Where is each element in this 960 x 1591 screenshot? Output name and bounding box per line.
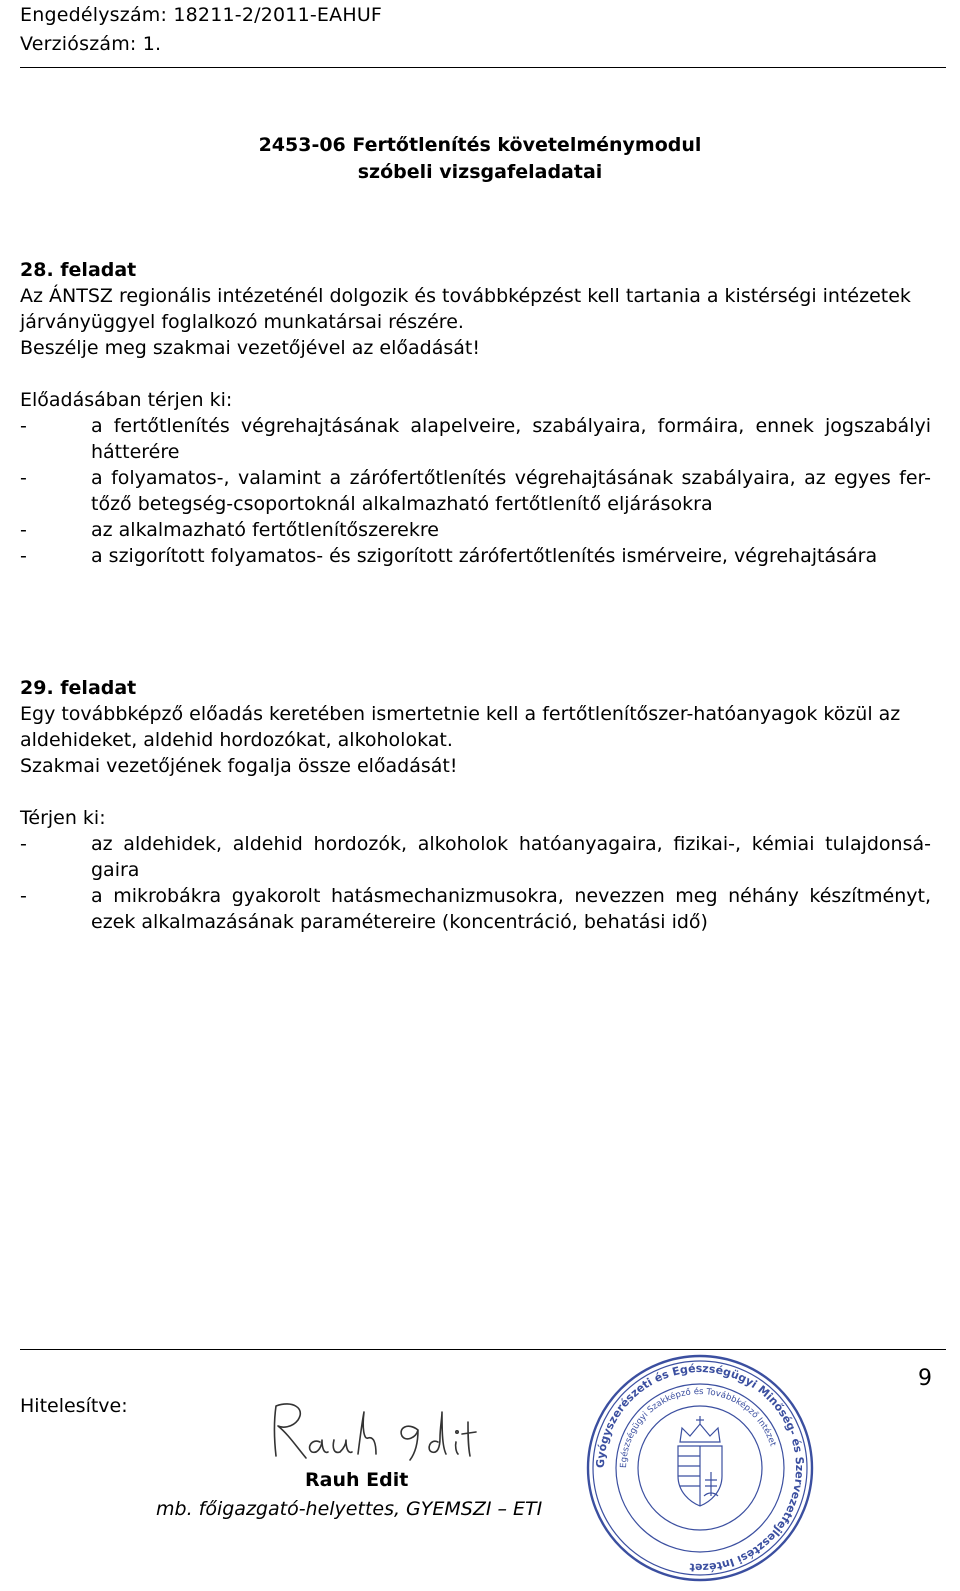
task-28-lead: Előadásában térjen ki:: [20, 389, 233, 411]
document-subtitle: szóbeli vizsgafeladatai: [357, 161, 603, 183]
page-number: 9: [918, 1366, 932, 1391]
task-29-item1-line1: az aldehidek, aldehid hordozók, alkoholok hatóanyagaira, fizikai-, kémiai tulajdonsá-: [91, 833, 931, 855]
task-29-intro-line1: Egy továbbképző előadás keretében ismertetnie kell a fertőtlenítőszer-hatóanyagok közül az: [20, 703, 901, 725]
task-28-intro-line2: járványüggyel foglalkozó munkatársai részére.: [20, 311, 464, 333]
bullet-dash: -: [20, 519, 27, 541]
bullet-dash: -: [20, 833, 27, 855]
task-29-intro-line2: aldehideket, aldehid hordozókat, alkoholokat.: [20, 729, 453, 751]
bullet-dash: -: [20, 415, 27, 437]
handwritten-signature: [262, 1398, 482, 1468]
task-28-item3: az alkalmazható fertőtlenítőszerekre: [91, 519, 439, 541]
task-28-intro-line3: Beszélje meg szakmai vezetőjével az előadását!: [20, 337, 480, 359]
task-28-item2-line1: a folyamatos-, valamint a zárófertőtlenítés végrehajtásának szabályaira, az egyes fer-: [91, 467, 931, 489]
bullet-dash: -: [20, 467, 27, 489]
task-29-intro-line3: Szakmai vezetőjének fogalja össze előadását!: [20, 755, 458, 777]
task-28-item2-line2: tőző betegség-csoportoknál alkalmazható fertőtlenítő eljárásokra: [91, 493, 713, 515]
version-number: Verziószám: 1.: [20, 33, 162, 55]
header-divider: [20, 67, 946, 68]
footer-divider: [20, 1349, 946, 1350]
signer-name: Rauh Edit: [305, 1469, 409, 1491]
signer-title: mb. főigazgató-helyettes, GYEMSZI – ETI: [156, 1498, 543, 1520]
task-29-item1-line2: gaira: [91, 859, 140, 881]
task-28-item1-line2: hátterére: [91, 441, 180, 463]
task-28-item1-line1: a fertőtlenítés végrehajtásának alapelveire, szabályaira, formáira, ennek jogszabályi: [91, 415, 931, 437]
svg-text:Gyógyszerészeti és Egészségügy: Gyógyszerészeti és Egészségügyi Minőség- és Szervezetfejlesztési Intézet: [593, 1361, 807, 1575]
bullet-dash: -: [20, 545, 27, 567]
task-29-lead: Térjen ki:: [20, 807, 106, 829]
task-29-item2-line1: a mikrobákra gyakorolt hatásmechanizmusokra, nevezzen meg néhány készítményt,: [91, 885, 931, 907]
task-29-item2-line2: ezek alkalmazásának paramétereire (koncentráció, behatási idő): [91, 911, 708, 933]
task-29-heading: 29. feladat: [20, 677, 137, 699]
official-stamp: [584, 1352, 816, 1584]
task-28-heading: 28. feladat: [20, 259, 137, 281]
authenticated-label: Hitelesítve:: [20, 1395, 128, 1417]
bullet-dash: -: [20, 885, 27, 907]
document-title: 2453-06 Fertőtlenítés követelménymodul: [258, 134, 702, 156]
task-28-item4: a szigorított folyamatos- és szigorított zárófertőtlenítés ismérveire, végrehajtására: [91, 545, 878, 567]
svg-text:Egészségügyi Szakképző és Tová: Egészségügyi Szakképző és Továbbképző Intézet: [618, 1386, 778, 1469]
license-number: Engedélyszám: 18211-2/2011-EAHUF: [20, 4, 383, 26]
task-28-intro-line1: Az ÁNTSZ regionális intézeténél dolgozik és továbbképzést kell tartania a kistérségi intézetek: [20, 285, 911, 307]
